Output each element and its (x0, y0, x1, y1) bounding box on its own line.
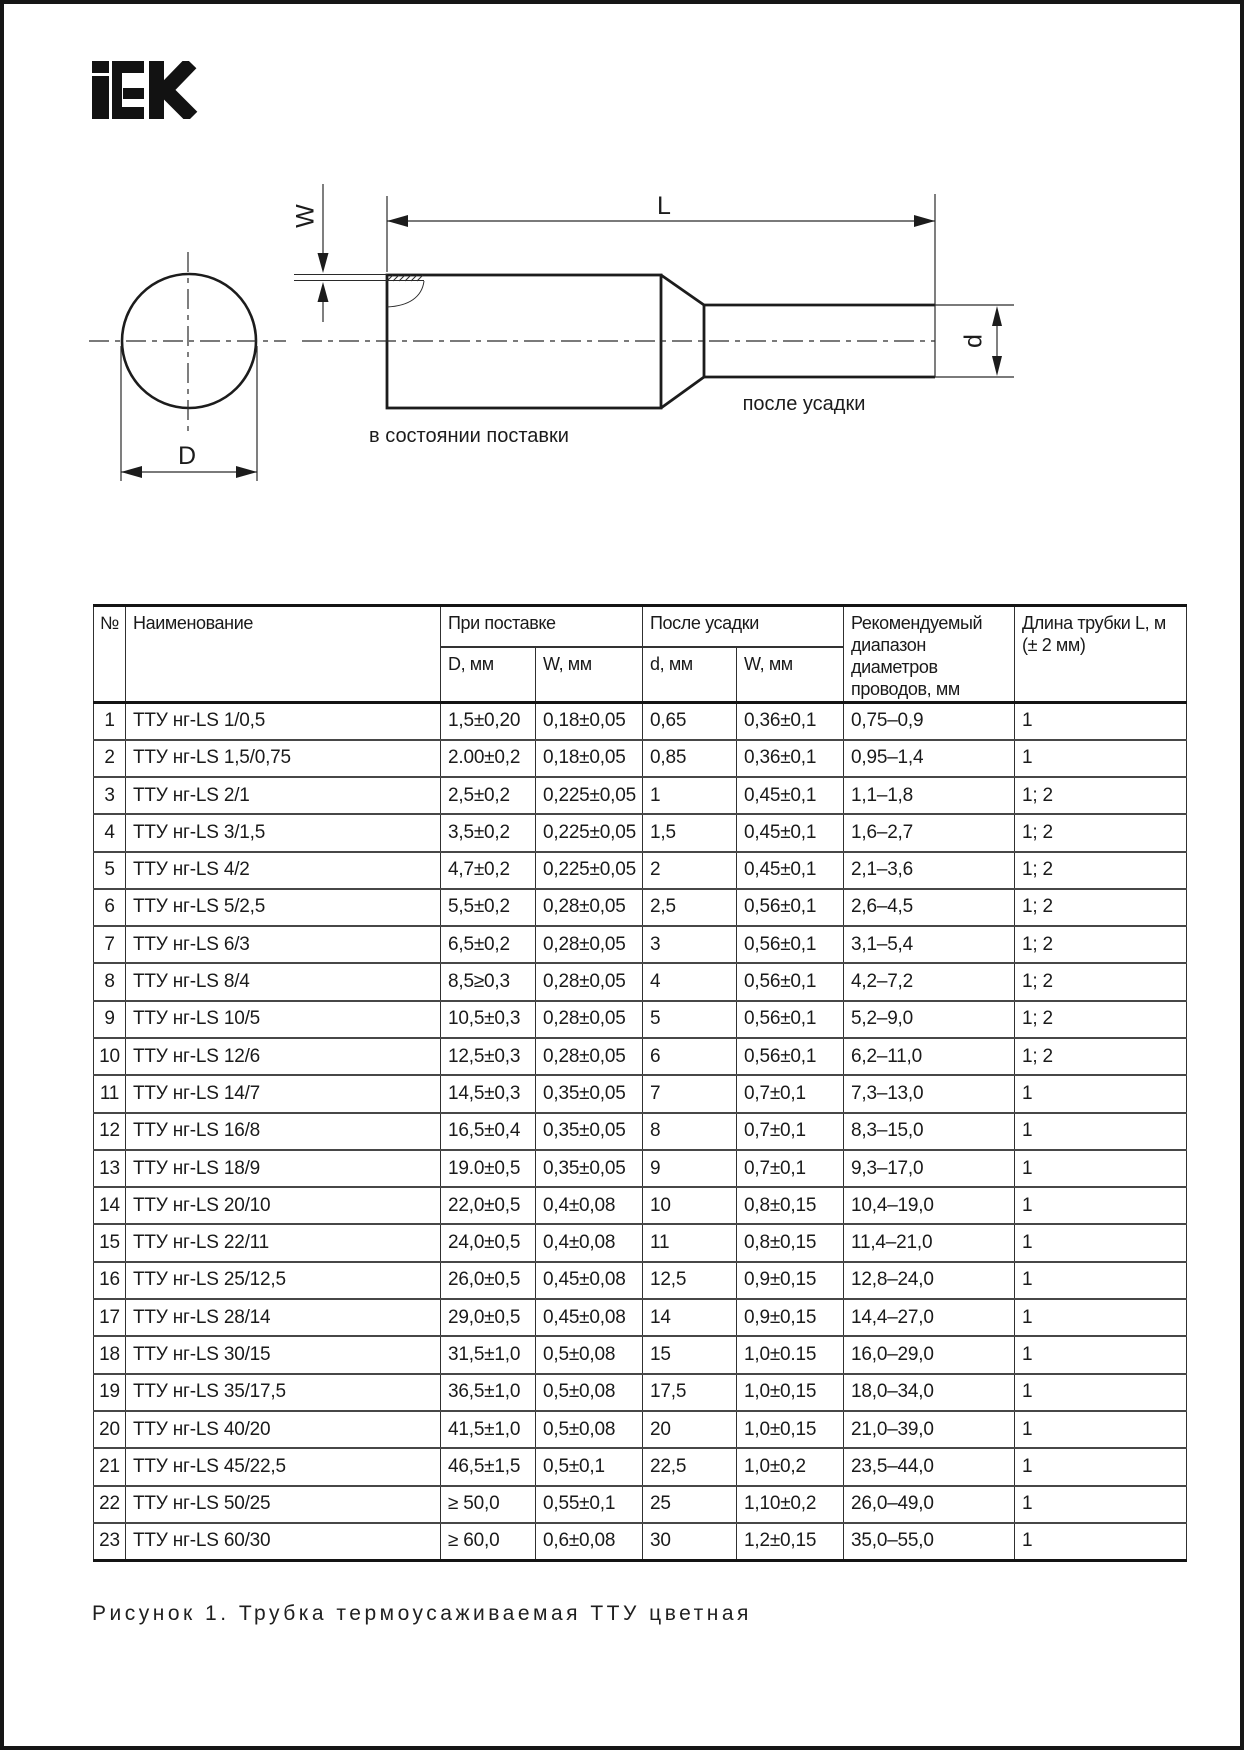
cell: 1 (1015, 1486, 1187, 1523)
cell: 0,6±0,08 (536, 1523, 643, 1560)
cell: 10,4–19,0 (844, 1187, 1015, 1224)
cell-num: 6 (94, 889, 126, 926)
cell: ТТУ нг-LS 14/7 (126, 1075, 441, 1112)
cell: 0,18±0,05 (536, 740, 643, 777)
table-row (94, 1038, 1187, 1075)
cell: 1; 2 (1015, 963, 1187, 1000)
cell: 2 (643, 852, 737, 889)
table-row (94, 814, 1187, 851)
cell: 0,7±0,1 (737, 1113, 844, 1150)
cell-num: 5 (94, 852, 126, 889)
cell: 1; 2 (1015, 1001, 1187, 1038)
cell: 0,7±0,1 (737, 1150, 844, 1187)
cell: 0,5±0,08 (536, 1374, 643, 1411)
cell: ТТУ нг-LS 8/4 (126, 963, 441, 1000)
cell: 2,5 (643, 889, 737, 926)
cell: 11,4–21,0 (844, 1224, 1015, 1261)
cell: 1 (1015, 740, 1187, 777)
table-row (94, 1113, 1187, 1150)
cell: 6,5±0,2 (441, 926, 536, 963)
dimension-diagram (4, 4, 1244, 524)
table-row (94, 1262, 1187, 1299)
cell: 20 (643, 1411, 737, 1448)
cell: 9,3–17,0 (844, 1150, 1015, 1187)
cell-num: 19 (94, 1374, 126, 1411)
cell: 15 (643, 1336, 737, 1373)
cell: 0,35±0,05 (536, 1113, 643, 1150)
cell: ТТУ нг-LS 25/12,5 (126, 1262, 441, 1299)
cell: ТТУ нг-LS 1,5/0,75 (126, 740, 441, 777)
cell: 0,225±0,05 (536, 852, 643, 889)
figure-caption: Рисунок 1. Трубка термоусаживаемая ТТУ цветная (92, 1602, 752, 1625)
col-header-d-mm: d, мм (643, 647, 737, 703)
cell: 35,0–55,0 (844, 1523, 1015, 1560)
col-header-length: Длина трубки L, м (± 2 мм) (1015, 606, 1187, 703)
cell: ТТУ нг-LS 12/6 (126, 1038, 441, 1075)
cell: 1,0±0,15 (737, 1374, 844, 1411)
cell: 4 (643, 963, 737, 1000)
table-row (94, 1075, 1187, 1112)
table-row (94, 1001, 1187, 1038)
cell: ТТУ нг-LS 4/2 (126, 852, 441, 889)
cell: 0,5±0,1 (536, 1448, 643, 1485)
spec-table (93, 604, 1187, 1562)
cell: 0,28±0,05 (536, 963, 643, 1000)
cell: ТТУ нг-LS 1/0,5 (126, 702, 441, 739)
cell: 1 (1015, 1262, 1187, 1299)
cell: 6,2–11,0 (844, 1038, 1015, 1075)
cell: 8,3–15,0 (844, 1113, 1015, 1150)
cell-num: 17 (94, 1299, 126, 1336)
cell: 1 (1015, 702, 1187, 739)
table-row (94, 1486, 1187, 1523)
arrowhead (914, 215, 935, 227)
cell: 1,10±0,2 (737, 1486, 844, 1523)
cell: 41,5±1,0 (441, 1411, 536, 1448)
cell: 22,5 (643, 1448, 737, 1485)
cell: 1 (1015, 1374, 1187, 1411)
cell: ТТУ нг-LS 40/20 (126, 1411, 441, 1448)
table-row (94, 777, 1187, 814)
cell: 1,1–1,8 (844, 777, 1015, 814)
cell: ТТУ нг-LS 28/14 (126, 1299, 441, 1336)
table-row (94, 740, 1187, 777)
cell-num: 18 (94, 1336, 126, 1373)
col-header-W-mm: W, мм (536, 647, 643, 703)
cell: 0,56±0,1 (737, 1038, 844, 1075)
cell: 0,225±0,05 (536, 814, 643, 851)
cell: 26,0–49,0 (844, 1486, 1015, 1523)
cell: 6 (643, 1038, 737, 1075)
cell-num: 21 (94, 1448, 126, 1485)
cell: 0,45±0,08 (536, 1262, 643, 1299)
cell: ≥ 60,0 (441, 1523, 536, 1560)
cell-num: 8 (94, 963, 126, 1000)
cell: 0,45±0,1 (737, 814, 844, 851)
cell-num: 2 (94, 740, 126, 777)
cell: 0,75–0,9 (844, 702, 1015, 739)
cell: 0,9±0,15 (737, 1299, 844, 1336)
cell: ТТУ нг-LS 2/1 (126, 777, 441, 814)
cell: 0,28±0,05 (536, 926, 643, 963)
cell: 0,56±0,1 (737, 1001, 844, 1038)
cell-num: 23 (94, 1523, 126, 1560)
cell: 0,45±0,08 (536, 1299, 643, 1336)
cell-num: 7 (94, 926, 126, 963)
cell: 0,95–1,4 (844, 740, 1015, 777)
cell: 0,36±0,1 (737, 702, 844, 739)
cell: 1,0±0,15 (737, 1411, 844, 1448)
table-row (94, 1299, 1187, 1336)
table-row (94, 702, 1187, 739)
cell: 25 (643, 1486, 737, 1523)
col-header-after: После усадки (643, 606, 844, 647)
cell: 5,2–9,0 (844, 1001, 1015, 1038)
dim-label-L: L (657, 192, 671, 220)
cell: 12,5±0,3 (441, 1038, 536, 1075)
cell: 0,5±0,08 (536, 1411, 643, 1448)
cell: 12,8–24,0 (844, 1262, 1015, 1299)
cell: 0,18±0,05 (536, 702, 643, 739)
cell: 17,5 (643, 1374, 737, 1411)
cell: 5,5±0,2 (441, 889, 536, 926)
cell: 0,7±0,1 (737, 1075, 844, 1112)
cell: 1; 2 (1015, 852, 1187, 889)
table-row (94, 963, 1187, 1000)
cell: 21,0–39,0 (844, 1411, 1015, 1448)
cell-num: 1 (94, 702, 126, 739)
cell: 4,2–7,2 (844, 963, 1015, 1000)
table-row (94, 1448, 1187, 1485)
cell: 1; 2 (1015, 1038, 1187, 1075)
cell: 1 (643, 777, 737, 814)
cell: 2,5±0,2 (441, 777, 536, 814)
table-row (94, 926, 1187, 963)
cell: 0,8±0,15 (737, 1187, 844, 1224)
cell: 1,2±0,15 (737, 1523, 844, 1560)
cell: 0,36±0,1 (737, 740, 844, 777)
cell-num: 14 (94, 1187, 126, 1224)
cell: 19.0±0,5 (441, 1150, 536, 1187)
cell: 0,56±0,1 (737, 963, 844, 1000)
cell: 0,85 (643, 740, 737, 777)
cell: 46,5±1,5 (441, 1448, 536, 1485)
cell-num: 9 (94, 1001, 126, 1038)
cell: 1 (1015, 1187, 1187, 1224)
cell: 0,35±0,05 (536, 1075, 643, 1112)
cell-num: 16 (94, 1262, 126, 1299)
cell: 30 (643, 1523, 737, 1560)
cell: 2.00±0,2 (441, 740, 536, 777)
cell-num: 11 (94, 1075, 126, 1112)
cell: 29,0±0,5 (441, 1299, 536, 1336)
cell: 0,9±0,15 (737, 1262, 844, 1299)
cell: 1; 2 (1015, 777, 1187, 814)
cell: 4,7±0,2 (441, 852, 536, 889)
cell: 1 (1015, 1113, 1187, 1150)
cell: 16,0–29,0 (844, 1336, 1015, 1373)
cell: 11 (643, 1224, 737, 1261)
table-row (94, 1336, 1187, 1373)
arrowhead (992, 306, 1002, 326)
cell-num: 3 (94, 777, 126, 814)
cell-num: 20 (94, 1411, 126, 1448)
cell: 1 (1015, 1523, 1187, 1560)
cell: ТТУ нг-LS 10/5 (126, 1001, 441, 1038)
cell-num: 15 (94, 1224, 126, 1261)
table-row (94, 1187, 1187, 1224)
cell: 0,35±0,05 (536, 1150, 643, 1187)
cell: 1 (1015, 1448, 1187, 1485)
cell: 8,5≥0,3 (441, 963, 536, 1000)
cell: 3 (643, 926, 737, 963)
cell: 2,6–4,5 (844, 889, 1015, 926)
cell: ТТУ нг-LS 45/22,5 (126, 1448, 441, 1485)
label-shrunk-state: после усадки (742, 393, 866, 415)
cell: 0,55±0,1 (536, 1486, 643, 1523)
cell: 31,5±1,0 (441, 1336, 536, 1373)
cell: 22,0±0,5 (441, 1187, 536, 1224)
cell-num: 10 (94, 1038, 126, 1075)
cell: 1,0±0,2 (737, 1448, 844, 1485)
cell: 10 (643, 1187, 737, 1224)
cell: 0,28±0,05 (536, 1001, 643, 1038)
arrowhead (236, 466, 257, 478)
col-header-supply: При поставке (441, 606, 643, 647)
table-row (94, 1150, 1187, 1187)
cell: 1,5±0,20 (441, 702, 536, 739)
cell: 14,4–27,0 (844, 1299, 1015, 1336)
cell: 1,5 (643, 814, 737, 851)
cell: 0,56±0,1 (737, 889, 844, 926)
cell: 3,5±0,2 (441, 814, 536, 851)
cell: ТТУ нг-LS 6/3 (126, 926, 441, 963)
cell: 0,65 (643, 702, 737, 739)
cell: 24,0±0,5 (441, 1224, 536, 1261)
cell: ТТУ нг-LS 50/25 (126, 1486, 441, 1523)
cell: ≥ 50,0 (441, 1486, 536, 1523)
cell: 0,45±0,1 (737, 852, 844, 889)
cell-num: 4 (94, 814, 126, 851)
cell: 1,0±0.15 (737, 1336, 844, 1373)
cell: 5 (643, 1001, 737, 1038)
cell: 1 (1015, 1336, 1187, 1373)
cell: 1; 2 (1015, 814, 1187, 851)
cell: 1 (1015, 1224, 1187, 1261)
cell: 10,5±0,3 (441, 1001, 536, 1038)
cell: 7 (643, 1075, 737, 1112)
cell: 0,225±0,05 (536, 777, 643, 814)
cell: ТТУ нг-LS 35/17,5 (126, 1374, 441, 1411)
table-row (94, 1374, 1187, 1411)
cell: ТТУ нг-LS 60/30 (126, 1523, 441, 1560)
cell: 1; 2 (1015, 889, 1187, 926)
cell: ТТУ нг-LS 5/2,5 (126, 889, 441, 926)
cell: 0,28±0,05 (536, 1038, 643, 1075)
arrowhead (387, 215, 408, 227)
dim-label-d: d (959, 334, 988, 348)
cell: 14 (643, 1299, 737, 1336)
cell: 8 (643, 1113, 737, 1150)
cell: 1 (1015, 1075, 1187, 1112)
cell: 2,1–3,6 (844, 852, 1015, 889)
table-row (94, 852, 1187, 889)
cell: 3,1–5,4 (844, 926, 1015, 963)
cell: 12,5 (643, 1262, 737, 1299)
cell: ТТУ нг-LS 16/8 (126, 1113, 441, 1150)
cell: 14,5±0,3 (441, 1075, 536, 1112)
table-row (94, 1224, 1187, 1261)
table-row (94, 889, 1187, 926)
cell: 0,4±0,08 (536, 1187, 643, 1224)
cell: 0,45±0,1 (737, 777, 844, 814)
cell: 0,4±0,08 (536, 1224, 643, 1261)
cell-num: 22 (94, 1486, 126, 1523)
cell: 0,8±0,15 (737, 1224, 844, 1261)
cell: ТТУ нг-LS 18/9 (126, 1150, 441, 1187)
dim-label-D: D (177, 442, 197, 470)
cell: 9 (643, 1150, 737, 1187)
cell: 36,5±1,0 (441, 1374, 536, 1411)
col-header-D-mm: D, мм (441, 647, 536, 703)
cell: 23,5–44,0 (844, 1448, 1015, 1485)
cell: 1,6–2,7 (844, 814, 1015, 851)
cutaway-curve (387, 281, 424, 307)
col-header-num: № (94, 606, 126, 703)
table-row (94, 1523, 1187, 1560)
cell: ТТУ нг-LS 20/10 (126, 1187, 441, 1224)
cell: 1; 2 (1015, 926, 1187, 963)
cell: 7,3–13,0 (844, 1075, 1015, 1112)
cell: 18,0–34,0 (844, 1374, 1015, 1411)
cell: ТТУ нг-LS 22/11 (126, 1224, 441, 1261)
cell: 0,28±0,05 (536, 889, 643, 926)
label-supplied-state: в состоянии поставки (369, 425, 569, 447)
arrowhead (121, 466, 142, 478)
cell-num: 12 (94, 1113, 126, 1150)
cell: 1 (1015, 1150, 1187, 1187)
cell: 0,56±0,1 (737, 926, 844, 963)
cell-num: 13 (94, 1150, 126, 1187)
cell: 1 (1015, 1411, 1187, 1448)
cell: 0,5±0,08 (536, 1336, 643, 1373)
arrowhead (318, 282, 329, 302)
arrowhead (318, 253, 329, 273)
col-header-W2-mm: W, мм (737, 647, 844, 703)
col-header-range: Рекомендуемый диапазон диаметров проводов, мм (844, 606, 1015, 703)
dim-label-W: W (291, 204, 320, 228)
cell: 16,5±0,4 (441, 1113, 536, 1150)
spec-table-body (94, 702, 1187, 1560)
cell: 26,0±0,5 (441, 1262, 536, 1299)
cell: 1 (1015, 1299, 1187, 1336)
arrowhead (992, 356, 1002, 376)
col-header-name: Наименование (126, 606, 441, 703)
table-row (94, 1411, 1187, 1448)
cell: ТТУ нг-LS 30/15 (126, 1336, 441, 1373)
cell: ТТУ нг-LS 3/1,5 (126, 814, 441, 851)
